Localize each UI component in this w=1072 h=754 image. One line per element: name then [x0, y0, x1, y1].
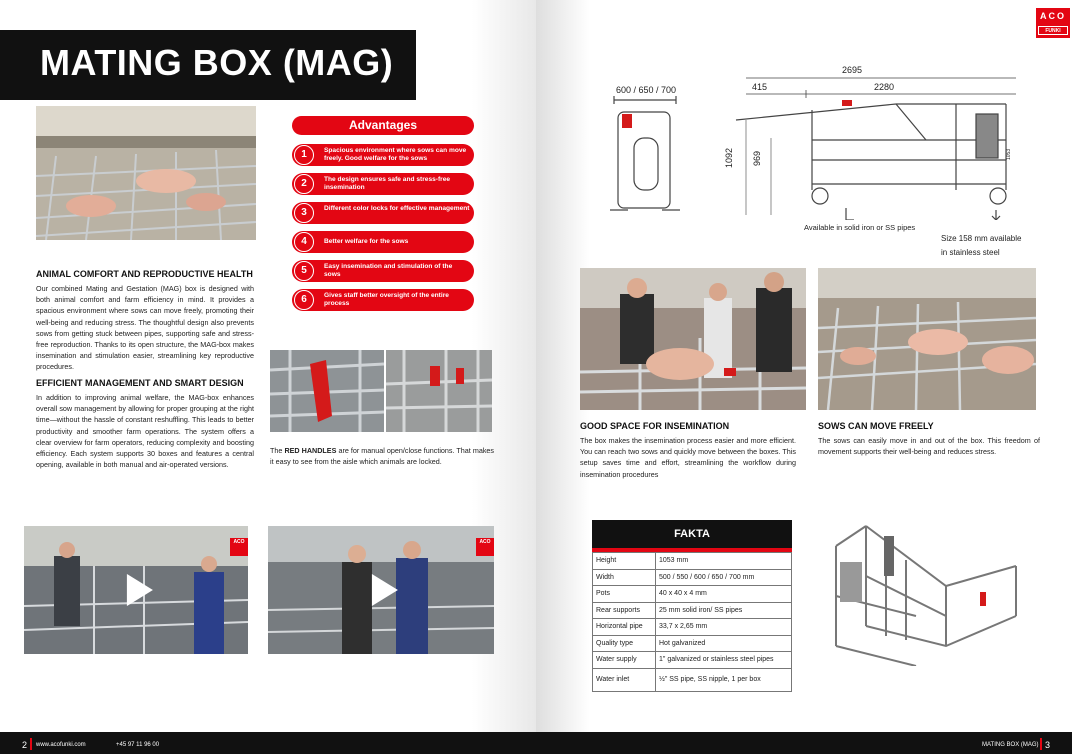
red-handle-photo-2 — [386, 350, 492, 432]
dim-height-a: 1092 — [724, 147, 734, 168]
note-size-1: Size 158 mm available — [941, 234, 1022, 243]
page-number-left: 2 — [22, 740, 28, 750]
dim-width: 600 / 650 / 700 — [616, 85, 677, 95]
advantage-text: Spacious environment where sows can move freely. Good welfare for the sows — [324, 147, 467, 162]
play-icon[interactable] — [372, 574, 398, 606]
page-number-right: 3 — [1045, 740, 1051, 750]
advantage-item — [292, 202, 474, 224]
note-pipes: Available in solid iron or SS pipes — [804, 223, 916, 232]
insemination-photo — [580, 268, 806, 410]
table-row: Height 1053 mm — [593, 553, 792, 570]
table-row: Water supply 1" galvanized or stainless steel pipes — [593, 652, 792, 669]
dim-height-small: 1053 — [1006, 148, 1012, 160]
section-text-comfort: Our combined Mating and Gestation (MAG) box is designed with both animal comfort and farm efficiency in mind. It provides a spacious environment where sows can move freely, promoting their well-being and reducing stress. The thoughtful design also prevents sows from getting stuck between pipes, supporting safe and stress-free reproduction. Thanks to its open structure, the MAG-box makes insemination and stimulation easier, streamlining key reproductive procedures. — [36, 284, 254, 372]
video-thumbnail-1[interactable] — [24, 526, 248, 654]
advantage-item — [292, 173, 474, 195]
section-text-insemination: The box makes the insemination process easier and more efficient. You can reach two sows and quickly move between the boxes. This setup saves time and effort, streamlining the workflow during insemination procedures — [580, 436, 796, 479]
play-icon[interactable] — [127, 574, 153, 606]
section-heading-insemination: GOOD SPACE FOR INSEMINATION — [580, 421, 730, 431]
advantage-text: Different color locks for effective management — [324, 205, 470, 212]
technical-drawing — [596, 60, 1016, 220]
dim-length-total: 2695 — [842, 65, 863, 75]
barn-photo — [36, 106, 256, 240]
dim-height-b: 969 — [752, 150, 762, 166]
page-title: MATING BOX (MAG) — [40, 42, 394, 83]
table-row: Rear supports 25 mm solid iron/ SS pipes — [593, 602, 792, 619]
footer-marker — [30, 738, 32, 750]
section-text-move: The sows can easily move in and out of the box. This freedom of movement supports their well-being and reduces stress. — [818, 436, 1040, 457]
section-heading-management: EFFICIENT MANAGEMENT AND SMART DESIGN — [36, 378, 244, 388]
dim-length-a: 415 — [752, 82, 768, 92]
fakta-title: FAKTA — [592, 520, 792, 552]
footer-website[interactable]: www.acofunki.com — [36, 742, 86, 748]
right-page — [536, 0, 1072, 754]
aco-funki-logo: ACO FUNKI — [1036, 8, 1070, 38]
table-row: Quality type Hot galvanized — [593, 635, 792, 652]
advantage-number: 3 — [294, 203, 314, 223]
advantages-heading: Advantages — [292, 116, 474, 135]
advantage-text: The design ensures safe and stress-free insemination — [324, 176, 451, 191]
advantage-text: Easy insemination and stimulation of the sows — [324, 263, 453, 278]
fakta-table — [592, 520, 792, 692]
aco-logo-icon: ACO — [230, 538, 248, 556]
sows-photo — [818, 268, 1036, 410]
advantage-item — [292, 231, 474, 253]
advantage-item — [292, 144, 474, 166]
advantage-text: Better welfare for the sows — [324, 238, 409, 245]
aco-logo-icon: ACO — [476, 538, 494, 556]
product-3d-drawing — [826, 516, 1026, 666]
advantage-item — [292, 289, 474, 311]
video-thumbnail-2[interactable] — [268, 526, 494, 654]
red-handles-caption: The RED HANDLES are for manual open/close functions. That makes it easy to see from the aisle which animals are locked. — [270, 446, 495, 467]
table-row: Pots 40 x 40 x 4 mm — [593, 586, 792, 603]
footer-bar — [0, 732, 1072, 754]
footer-phone: +45 97 11 96 00 — [116, 742, 160, 748]
advantage-item — [292, 260, 474, 282]
advantage-text: Gives staff better oversight of the entire process — [324, 292, 449, 307]
footer-marker — [1040, 738, 1042, 750]
table-row: Water inlet ½" SS pipe, SS nipple, 1 per box — [593, 668, 792, 691]
note-size-2: in stainless steel — [941, 248, 1000, 257]
footer-label-right: MATING BOX (MAG) — [982, 742, 1039, 748]
advantage-number: 5 — [294, 261, 314, 281]
dim-length-b: 2280 — [874, 82, 895, 92]
red-handle-photo-1 — [270, 350, 384, 432]
section-text-management: In addition to improving animal welfare, the MAG-box enhances overall sow management by allowing for proper grouping at the right time—without the hassle of constant reshuffling. This leads to better productivity and smoother farm operations. The system offers a clear overview for farm operators, reducing complexity and boosting efficiency. Each system supports 30 boxes and features a central opening, available in both manual and air-operated versions. — [36, 393, 254, 470]
advantage-number: 6 — [294, 290, 314, 310]
advantage-number: 2 — [294, 174, 314, 194]
table-row: Horizontal pipe 33,7 x 2,65 mm — [593, 619, 792, 636]
section-heading-move: SOWS CAN MOVE FREELY — [818, 421, 934, 431]
advantage-number: 4 — [294, 232, 314, 252]
advantage-number: 1 — [294, 145, 314, 165]
table-row: Width 500 / 550 / 600 / 650 / 700 mm — [593, 569, 792, 586]
section-heading-comfort: ANIMAL COMFORT AND REPRODUCTIVE HEALTH — [36, 269, 253, 279]
